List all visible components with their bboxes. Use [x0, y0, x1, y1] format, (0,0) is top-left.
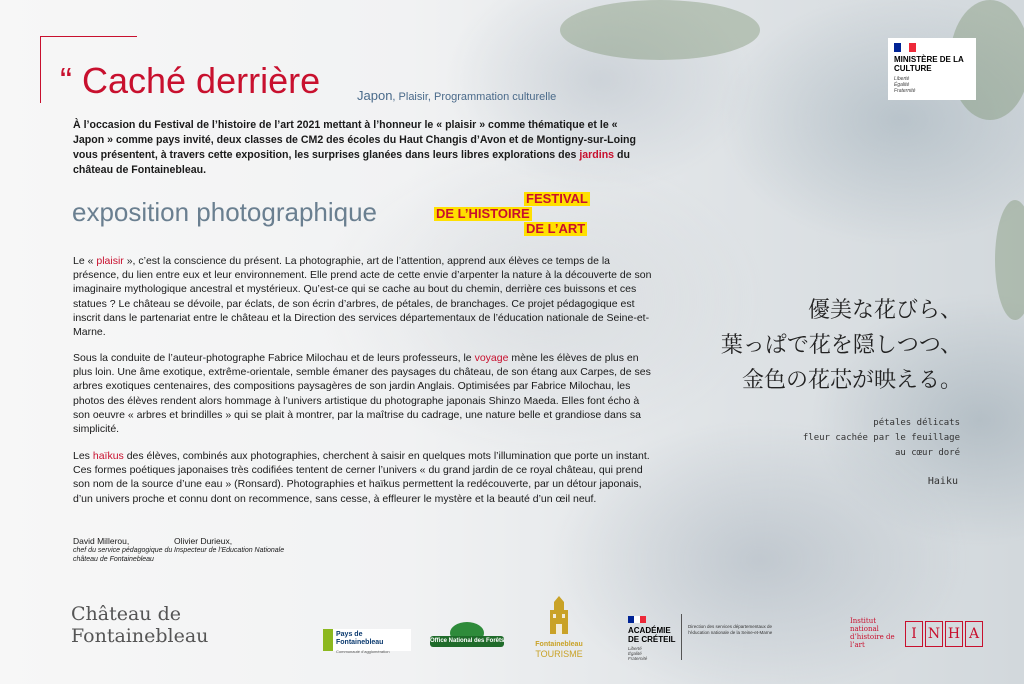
signature-millerou: David Millerou, chef du service pédagogique du château de Fontainebleau — [73, 536, 173, 563]
haiku-french: pétales délicats fleur cachée par le feuillage au cœur doré — [802, 418, 960, 458]
intro-text: À l’occasion du Festival de l’histoire de l’art 2021 mettant à l’honneur le « plaisir » comme thématique et le « Japon » comme pays invité, deux classes de CM2 des écoles du Haut Changis d’Avon et de Montigny-sur-Loing vous présentent, à travers cette exposition, les surprises glanées dans leurs libres explorations des jardins du château de Fontainebleau. — [73, 119, 636, 176]
french-flag-icon — [628, 616, 646, 623]
french-flag-icon — [894, 43, 916, 52]
castle-icon — [546, 596, 572, 636]
fontainebleau-tourisme-logo[interactable]: Fontainebleau TOURISME — [528, 596, 590, 670]
haiku-japanese: 優美な花びら、 葉っぱで花を隠しつつ、 金色の花芯が映える。 — [720, 297, 962, 392]
page-title: “ Caché derrière — [60, 60, 321, 101]
foliage-decoration — [560, 0, 760, 60]
ministere-culture-logo[interactable]: MINISTÈRE DE LA CULTURE Liberté Égalité Fraternité — [888, 38, 976, 100]
academie-creteil-logo[interactable]: ACADÉMIE DE CRÉTEIL Liberté Égalité Fraternité Direction des services départementaux de l’éducation nationale de la Seine-et-Marne — [628, 614, 778, 662]
highlight-jardins: jardins — [579, 149, 615, 161]
haiku-label: Haiku — [927, 476, 958, 487]
inha-logo[interactable]: I N H A — [903, 621, 983, 647]
tag-japon[interactable]: Japon — [357, 88, 393, 103]
pays-fontainebleau-logo[interactable]: Pays de Fontainebleau Communauté d’agglomération — [323, 629, 411, 651]
divider — [681, 614, 682, 660]
highlight-voyage: voyage — [474, 352, 509, 364]
exposition-heading: exposition photographique — [72, 197, 378, 227]
category-tags — [357, 88, 556, 103]
highlight-plaisir: plaisir — [96, 255, 124, 267]
chateau-fontainebleau-logo[interactable]: Château de Fontainebleau — [71, 603, 209, 647]
signature-durieux: Olivier Durieux, Inspecteur de l’Education Nationale — [174, 536, 285, 554]
onf-logo[interactable]: Office National des Forêts — [430, 622, 504, 650]
paragraph-plaisir: Le « plaisir », c’est la conscience du présent. La photographie, art de l’attention, apprend aux élèves ce temps de la présence, du lien entre eux et leur environnement. Elle prend acte de cette envie d’arpenter la nature à la découverte de son imaginaire mythologique ancestral et mystérieux. Qu’est-ce qui se cache au bout du chemin, derrière ces buissons et ces statues ? Le château se dévoile, par éclats, de son écrin d’arbres, de pétales, de branchages. Ce projet pédagogique est inscrit dans le partenariat entre le château et la Direction des services départementaux de l’éducation nationale de Seine-et-Marne. — [73, 255, 652, 339]
inha-text: Institut national d’histoire de l’art — [850, 617, 895, 649]
paragraph-voyage: Sous la conduite de l’auteur-photographe Fabrice Milochau et de leurs professeurs, le voyage mène les élèves de plus en plus loin. Une âme exotique, extrême-orientale, semble émaner des paysages du château, de son étang aux Carpes, de ses arbres exotiques centenaires, des compositions paysagères de son jardin Anglais. Optimisées par Fabrice Milochau, les photos des élèves rendent alors hommage à l’univers artistique du photographe japonais Shinzo Maeda. Elles font écho à son oeuvre « arbres et brindilles » qui se plait à montrer, par la maîtrise du cadrage, une nature belle et grandiose dans sa simplicité. — [73, 352, 651, 436]
tag-others[interactable]: , Plaisir, Programmation culturelle — [392, 91, 557, 103]
highlight-haikus: haïkus — [92, 450, 124, 462]
paragraph-haikus: Les haïkus des élèves, combinés aux photographies, cherchent à saisir en quelques mots l’illumination que porte un instant. Ces formes poétiques japonaises très codifiées tentent de cerner l’univers « du grand jardin de ce royal château, qui prend son nom de la source d’une eau » (Ronsard). Photographies et haïkus permettent la redécouverte, par un détour japonais, d’un univers proche et connu dont on recommence, sans cesse, à effleurer le mystère et la beauté d’un œil neuf. — [73, 450, 650, 505]
foliage-decoration — [995, 200, 1024, 320]
festival-logo: FESTIVAL DE L’HISTOIRE DE L’ART — [436, 191, 588, 236]
